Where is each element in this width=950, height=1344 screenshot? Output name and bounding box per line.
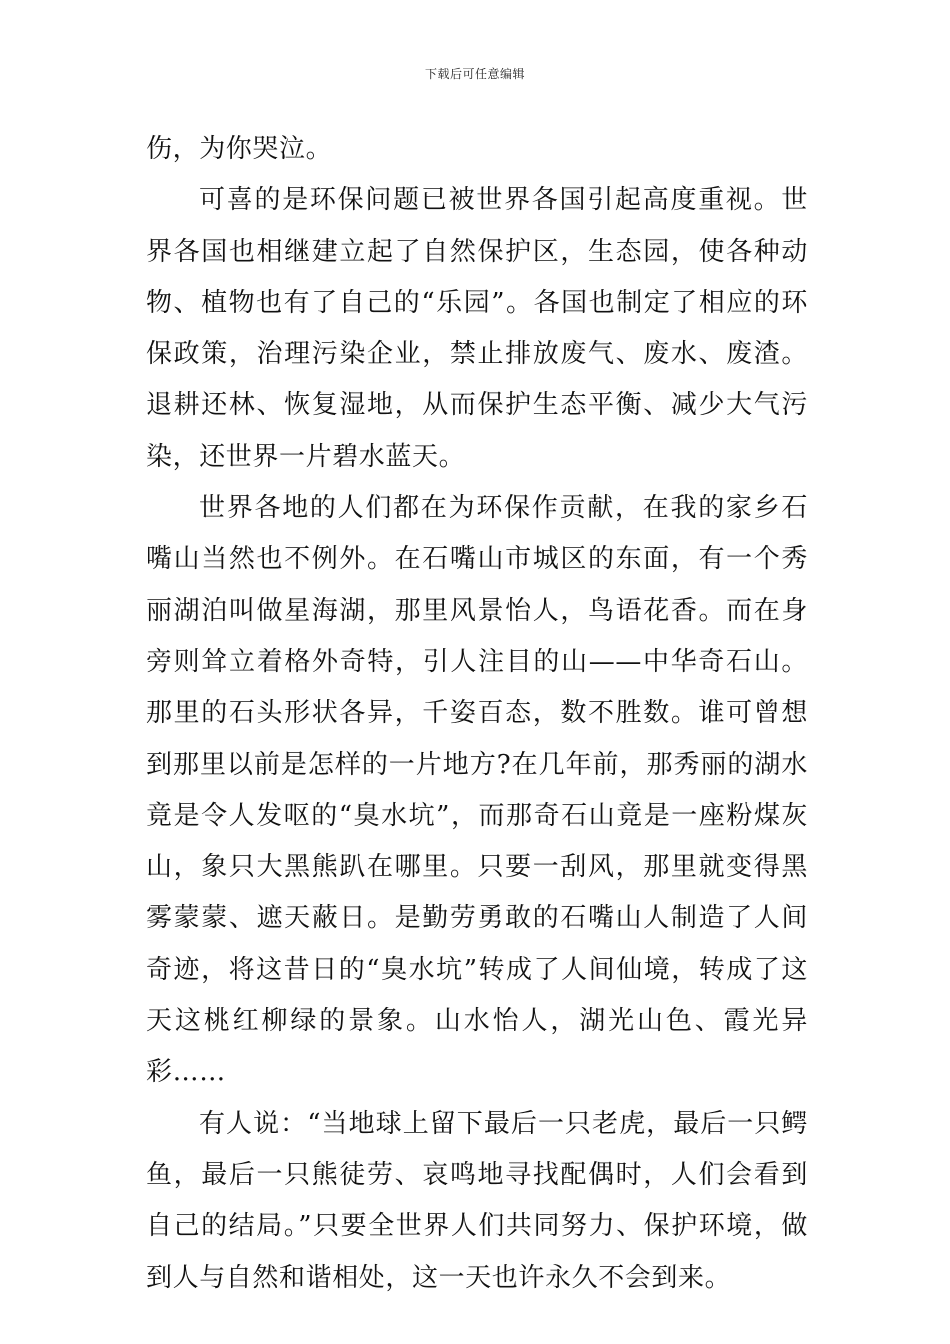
body-text	[146, 124, 808, 1304]
paragraph-closing-quote: 有人说：“当地球上留下最后一只老虎，最后一只鳄鱼，最后一只熊徒劳、哀鸣地寻找配偶时，人们会看到自己的结局。”只要全世界人们共同努力、保护环境，做到人与自然和谐相处，这一天也许永久不会到来。	[146, 1108, 808, 1293]
paragraph-environmental-protection: 可喜的是环保问题已被世界各国引起高度重视。世界各国也相继建立起了自然保护区，生态园，使各种动物、植物也有了自己的“乐园”。各国也制定了相应的环保政策，治理污染企业，禁止排放废气、废水、废渣。退耕还林、恢复湿地，从而保护生态平衡、减少大气污染，还世界一片碧水蓝天。	[146, 185, 808, 472]
paragraph-continuation: 伤，为你哭泣。	[146, 134, 333, 164]
paragraph-hometown-shizuishan: 世界各地的人们都在为环保作贡献，在我的家乡石嘴山当然也不例外。在石嘴山市城区的东面，有一个秀丽湖泊叫做星海湖，那里风景怡人，鸟语花香。而在身旁则耸立着格外奇特，引人注目的山——中华奇石山。那里的石头形状各异，千姿百态，数不胜数。谁可曾想到那里以前是怎样的一片地方?在几年前，那秀丽的湖水竟是令人发呕的“臭水坑”，而那奇石山竟是一座粉煤灰山，象只大黑熊趴在哪里。只要一刮风，那里就变得黑雾蒙蒙、遮天蔽日。是勤劳勇敢的石嘴山人制造了人间奇迹，将这昔日的“臭水坑”转成了人间仙境，转成了这天这桃红柳绿的景象。山水怡人，湖光山色、霞光异彩……	[146, 493, 808, 1088]
page-header: 下载后可任意编辑	[424, 67, 525, 81]
